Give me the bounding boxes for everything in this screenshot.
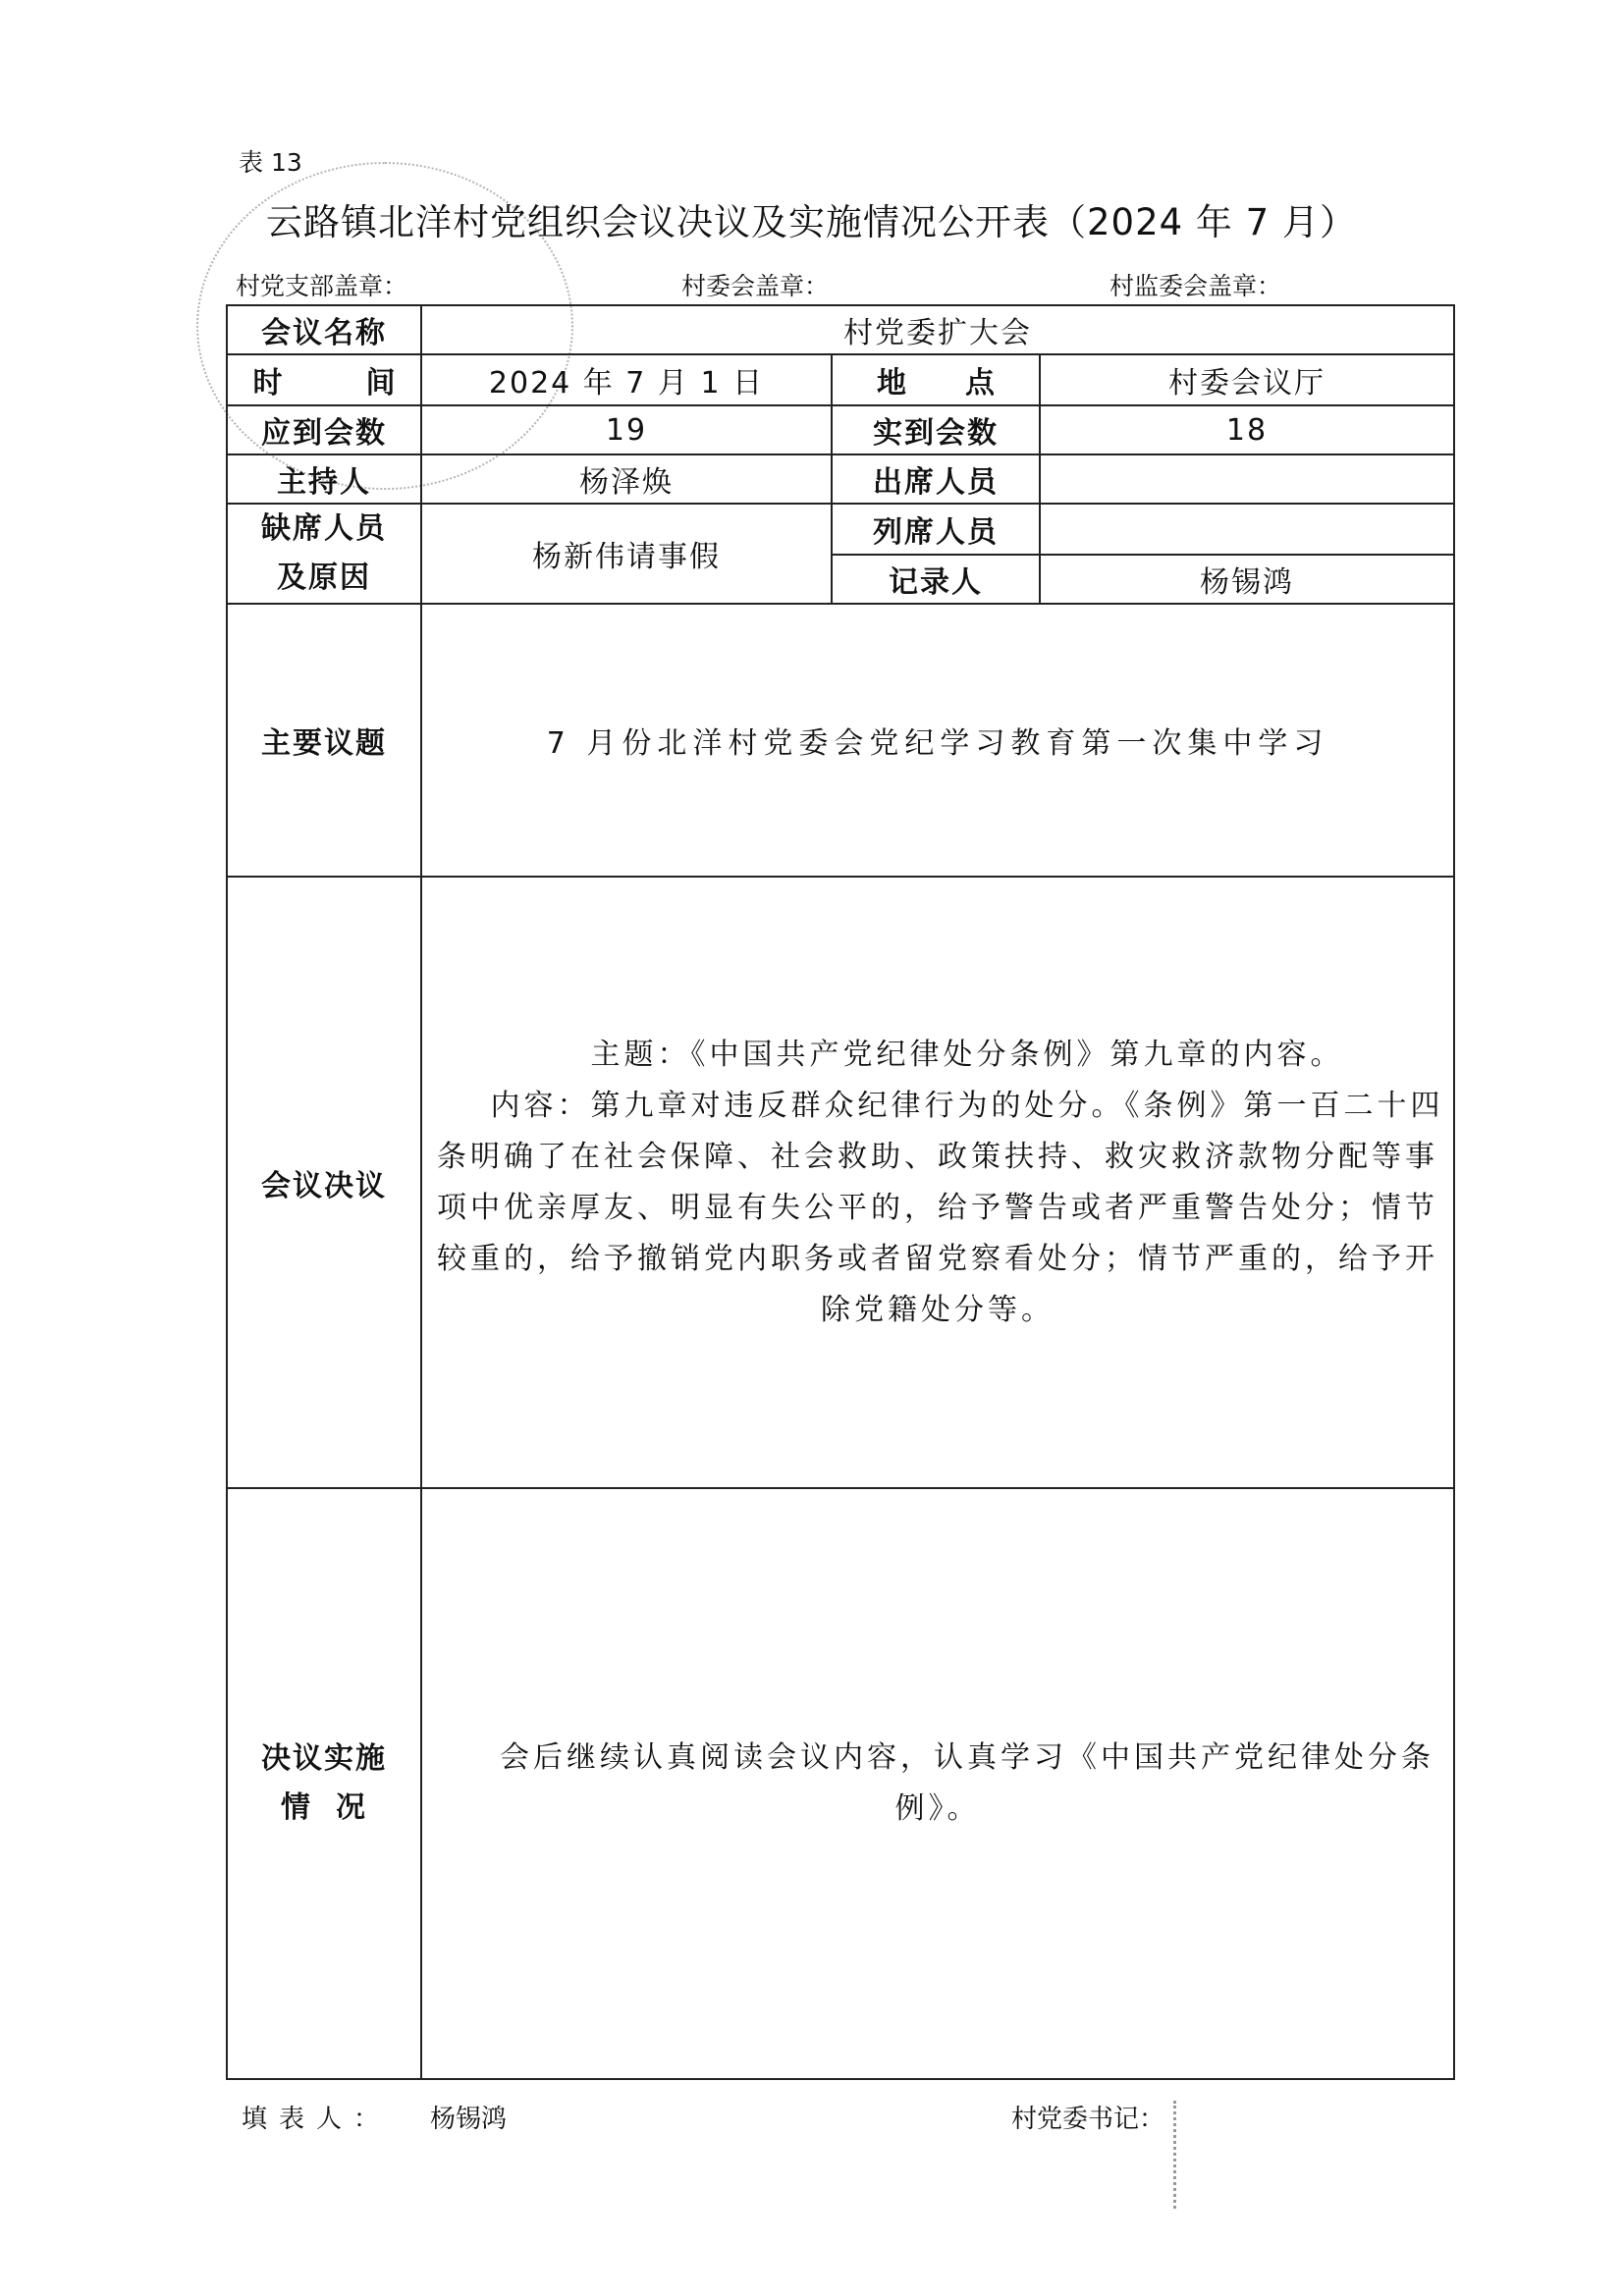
place-value: 村委会议厅 bbox=[1040, 354, 1454, 405]
row-absent-observers bbox=[227, 504, 1454, 555]
secretary-label: 村党委书记： bbox=[1011, 2105, 1165, 2134]
implementation-label-line-1: 决议实施 bbox=[261, 1741, 387, 1776]
supervision-committee-seal-label: 村监委会盖章： bbox=[1109, 272, 1282, 300]
actual-attendance-label: 实到会数 bbox=[832, 405, 1040, 454]
recorder-value: 杨锡鸿 bbox=[1040, 555, 1454, 604]
attendees-value bbox=[1040, 454, 1454, 504]
time-value: 2024 年 7 月 1 日 bbox=[421, 354, 832, 405]
filler-name: 杨锡鸿 bbox=[430, 2105, 508, 2134]
row-time-place bbox=[227, 354, 1454, 405]
host-value: 杨泽焕 bbox=[421, 454, 832, 504]
implementation-label bbox=[227, 1488, 421, 2079]
absent-label-line-2: 及原因 bbox=[277, 561, 371, 595]
meeting-form-table bbox=[226, 304, 1455, 2080]
implementation-content bbox=[421, 1488, 1454, 2079]
expected-attendance-value: 19 bbox=[421, 405, 832, 454]
row-host bbox=[227, 454, 1454, 504]
absent-label bbox=[227, 504, 421, 604]
row-attendance bbox=[227, 405, 1454, 454]
row-main-topic bbox=[227, 604, 1454, 877]
observers-label: 列席人员 bbox=[832, 504, 1040, 555]
main-topic-value: 7 月份北洋村党委会党纪学习教育第一次集中学习 bbox=[421, 604, 1454, 877]
resolution-label: 会议决议 bbox=[227, 877, 421, 1488]
absent-value: 杨新伟请事假 bbox=[421, 504, 832, 604]
row-resolution bbox=[227, 877, 1454, 1488]
implementation-label-line-2 bbox=[228, 1784, 420, 1833]
table-number: 表 13 bbox=[239, 148, 302, 177]
observers-value bbox=[1040, 504, 1454, 555]
main-topic-label: 主要议题 bbox=[227, 604, 421, 877]
party-branch-seal-label: 村党支部盖章： bbox=[236, 272, 408, 300]
host-label: 主持人 bbox=[227, 454, 421, 504]
implementation-label-char-2: 况 bbox=[336, 1790, 367, 1825]
recorder-label: 记录人 bbox=[832, 555, 1040, 604]
absent-label-line-1: 缺席人员 bbox=[261, 511, 387, 546]
time-label bbox=[227, 354, 421, 405]
expected-attendance-label: 应到会数 bbox=[227, 405, 421, 454]
row-meeting-name bbox=[227, 305, 1454, 354]
time-label-char-2: 间 bbox=[365, 366, 396, 400]
meeting-name-value: 村党委扩大会 bbox=[421, 305, 1454, 354]
place-label bbox=[832, 354, 1040, 405]
village-committee-seal-label: 村委会盖章： bbox=[681, 272, 830, 300]
resolution-paragraph-1: 主题：《中国共产党纪律处分条例》第九章的内容。 bbox=[590, 1037, 1344, 1072]
meeting-name-label: 会议名称 bbox=[227, 305, 421, 354]
signature-mark bbox=[1173, 2101, 1212, 2209]
resolution-content bbox=[421, 877, 1454, 1488]
row-implementation bbox=[227, 1488, 1454, 2079]
actual-attendance-value: 18 bbox=[1040, 405, 1454, 454]
place-label-char-1: 地 bbox=[877, 366, 906, 400]
time-label-char-1: 时 bbox=[252, 366, 283, 400]
attendees-label: 出席人员 bbox=[832, 454, 1040, 504]
resolution-paragraph-2: 内容：第九章对违反群众纪律行为的处分。《条例》第一百二十四条明确了在社会保障、社会救助、政策扶持、救灾救济款物分配等事项中优亲厚友、明显有失公平的，给予警告或者严重警告处分；情节较重的，给予撤销党内职务或者留党察看处分；情节严重的，给予开除党籍处分等。 bbox=[437, 1088, 1444, 1327]
implementation-paragraph: 会后继续认真阅读会议内容，认真学习《中国共产党纪律处分条例》。 bbox=[500, 1740, 1435, 1826]
place-label-char-2: 点 bbox=[965, 366, 995, 400]
filler-label: 填表人： bbox=[242, 2105, 392, 2134]
implementation-label-char-1: 情 bbox=[281, 1790, 312, 1825]
document-title: 云路镇北洋村党组织会议决议及实施情况公开表（2024 年 7 月） bbox=[266, 201, 1357, 243]
